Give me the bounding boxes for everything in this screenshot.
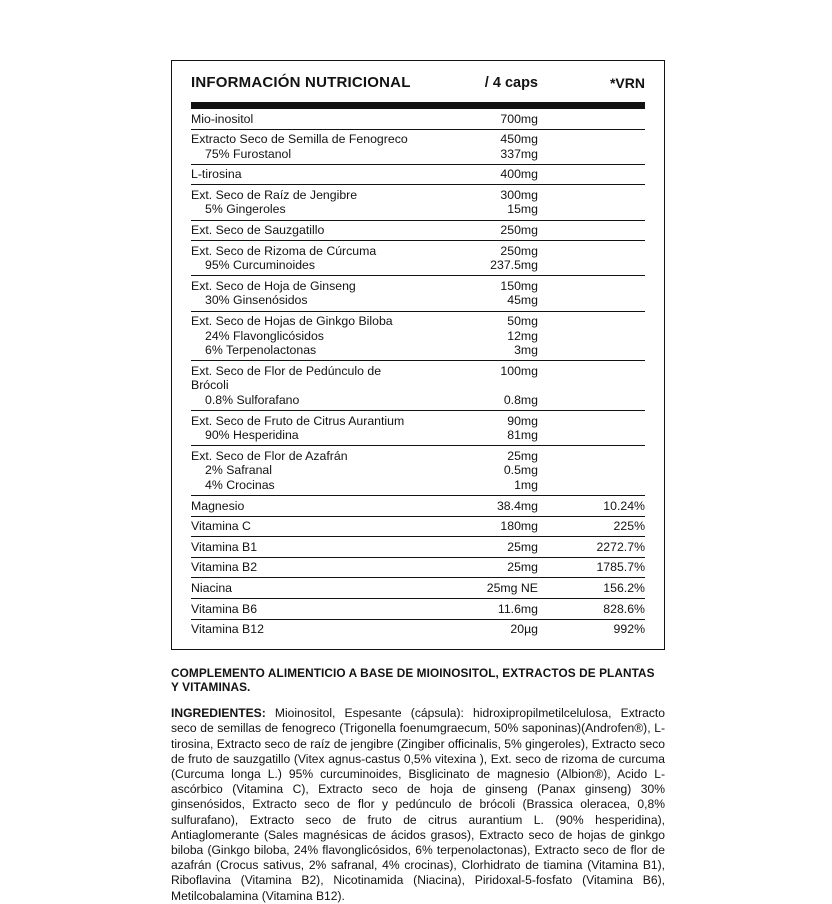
ingredient-name: 30% Ginsenósidos	[205, 293, 308, 308]
ingredient-line	[191, 622, 645, 637]
table-row	[191, 558, 645, 579]
ingredient-line	[191, 223, 645, 238]
ingredient-amount: 15mg	[507, 202, 538, 217]
ingredient-vrn	[538, 329, 645, 344]
ingredient-amount: 450mg	[500, 132, 538, 147]
ingredients-paragraph	[171, 706, 665, 904]
ingredient-name: Mio-inositol	[191, 111, 254, 126]
ingredient-amount: 3mg	[514, 343, 538, 358]
table-row	[191, 599, 645, 620]
ingredient-vrn	[538, 112, 645, 127]
ingredient-amount: 25mg	[507, 539, 538, 554]
table-header	[191, 61, 645, 102]
table-row	[191, 130, 645, 165]
vrn-header: *VRN	[609, 75, 645, 91]
ingredient-vrn	[538, 223, 645, 238]
ingredient-name: Ext. Seco de Raíz de Jengibre	[191, 187, 358, 202]
ingredients-text: Mioinositol, Espesante (cápsula): hidroxipropilmetilcelulosa, Extracto seco de semillas de fenogreco (Trigonella foenumgraecum, 50% saponinas)(Androfen®), L-tirosina, Extracto seco de raíz de jengibre (Zingiber officinalis, 5% gingeroles), Extracto seco de fruto de sauzgatillo (Vitex agnus-castus 0,5% vitexina ), Ext. seco de rizoma de curcuma (Curcuma longa L.) 95% curcuminoides, Bisglicinato de magnesio (Albion®), Acido L-ascórbico (Vitamina C), Extracto seco de hoja de ginseng (Panax ginseng) 30% ginsenósidos, Extracto seco de flor y pedúnculo de brócoli (Brassica oleracea, 0,8% sulfurafano), Extracto seco de fruto de citrus aurantium L. (90% hesperidina), Antiaglomerante (Sales magnésicas de ácidos grasos), Extracto seco de hojas de ginkgo biloba (Ginkgo biloba, 24% flavonglicósidos, 6% terpenolactonas), Extracto seco de flor de azafrán (Crocus sativus, 2% safranal, 4% crocinas), Clorhidrato de tiamina (Vitamina B1), Riboflavina (Vitamina B2), Nicotinamida (Niacina), Piridoxal-5-fosfato (Vitamina B6), Metilcobalamina (Vitamina B12).	[171, 706, 665, 903]
ingredient-amount: 250mg	[500, 223, 538, 238]
ingredient-vrn: 1785.7%	[596, 560, 645, 575]
nutrition-facts-table	[171, 60, 665, 650]
table-row	[191, 241, 645, 276]
ingredient-name: Niacina	[191, 580, 233, 595]
ingredient-amount: 45mg	[507, 293, 538, 308]
ingredient-line	[191, 581, 645, 596]
ingredient-line	[191, 519, 645, 534]
ingredient-vrn	[538, 364, 645, 393]
ingredient-vrn: 225%	[613, 519, 645, 534]
ingredient-amount: 150mg	[500, 278, 538, 293]
ingredient-vrn	[538, 428, 645, 443]
ingredient-amount: 38.4mg	[496, 498, 538, 513]
ingredient-line	[191, 540, 645, 555]
ingredient-amount: 25mg NE	[486, 580, 538, 595]
ingredient-amount: 12mg	[507, 328, 538, 343]
ingredient-vrn	[538, 293, 645, 308]
ingredient-vrn	[538, 147, 645, 162]
table-row	[191, 109, 645, 130]
ingredient-name: Vitamina B6	[191, 601, 258, 616]
table-row	[191, 620, 645, 640]
ingredient-vrn	[538, 449, 645, 464]
ingredient-amount: 20µg	[510, 622, 538, 637]
nutrition-rows	[191, 109, 645, 639]
sub-ingredient-line	[191, 343, 645, 358]
table-row	[191, 361, 645, 411]
table-row	[191, 221, 645, 242]
ingredient-line	[191, 560, 645, 575]
ingredients-label: INGREDIENTES:	[171, 706, 266, 721]
ingredient-vrn: 10.24%	[603, 498, 645, 513]
supplement-label	[171, 60, 665, 904]
sub-ingredient-line	[191, 463, 645, 478]
ingredient-vrn	[538, 314, 645, 329]
ingredient-line	[191, 132, 645, 147]
ingredient-vrn	[538, 279, 645, 294]
ingredient-amount: 50mg	[507, 314, 538, 329]
ingredient-line	[191, 279, 645, 294]
ingredient-vrn: 828.6%	[603, 601, 645, 616]
ingredient-name: Vitamina B12	[191, 622, 264, 637]
ingredient-line	[191, 244, 645, 259]
ingredient-vrn	[538, 478, 645, 493]
ingredient-vrn	[538, 188, 645, 203]
table-row	[191, 185, 645, 220]
table-title: INFORMACIÓN NUTRICIONAL	[191, 74, 411, 91]
ingredient-amount: 237.5mg	[490, 258, 538, 273]
ingredient-line	[191, 449, 645, 464]
ingredient-vrn	[538, 244, 645, 259]
ingredient-amount: 0.5mg	[503, 463, 538, 478]
ingredient-amount: 700mg	[500, 111, 538, 126]
ingredient-name: 2% Safranal	[205, 463, 272, 478]
ingredient-name: 90% Hesperidina	[205, 428, 299, 443]
table-row	[191, 517, 645, 538]
ingredient-amount: 25mg	[507, 448, 538, 463]
ingredient-amount: 25mg	[507, 560, 538, 575]
ingredient-vrn	[538, 393, 645, 408]
sub-ingredient-line	[191, 428, 645, 443]
ingredient-name: Ext. Seco de Sauzgatillo	[191, 223, 325, 238]
ingredient-name: Vitamina B2	[191, 560, 258, 575]
ingredient-amount: 300mg	[500, 187, 538, 202]
ingredient-amount: 11.6mg	[497, 601, 538, 616]
ingredient-vrn	[538, 463, 645, 478]
ingredient-name: 0.8% Sulforafano	[205, 393, 300, 407]
ingredient-name: Extracto Seco de Semilla de Fenogreco	[191, 132, 408, 147]
ingredient-name: 5% Gingeroles	[205, 202, 286, 217]
ingredient-vrn: 156.2%	[603, 580, 645, 595]
table-row	[191, 165, 645, 186]
ingredient-line	[191, 112, 645, 127]
ingredient-line	[191, 167, 645, 182]
ingredient-vrn	[538, 414, 645, 429]
sub-ingredient-line	[191, 202, 645, 217]
ingredient-line	[191, 188, 645, 203]
ingredient-line	[191, 602, 645, 617]
ingredient-name: Magnesio	[191, 498, 245, 513]
ingredient-name: Ext. Seco de Hoja de Ginseng	[191, 278, 356, 293]
table-row	[191, 276, 645, 311]
ingredient-vrn	[538, 167, 645, 182]
table-row	[191, 446, 645, 496]
sub-ingredient-line	[191, 258, 645, 273]
ingredient-amount: 81mg	[507, 428, 538, 443]
ingredient-name: L-tirosina	[191, 167, 242, 182]
table-row	[191, 537, 645, 558]
table-row	[191, 411, 645, 446]
ingredient-vrn: 992%	[613, 622, 645, 637]
ingredient-amount: 400mg	[500, 167, 538, 182]
ingredient-vrn: 2272.7%	[596, 539, 645, 554]
ingredient-name: 75% Furostanol	[205, 146, 292, 161]
ingredient-vrn	[538, 132, 645, 147]
ingredient-vrn	[538, 343, 645, 358]
sub-ingredient-line	[191, 147, 645, 162]
ingredient-name: Vitamina C	[191, 519, 251, 534]
ingredient-name: 6% Terpenolactonas	[205, 343, 317, 358]
ingredient-amount: 1mg	[514, 477, 538, 492]
ingredient-amount: 337mg	[500, 146, 538, 161]
ingredient-amount: 0.8mg	[503, 393, 538, 407]
ingredient-name: 24% Flavonglicósidos	[205, 328, 324, 343]
sub-ingredient-line	[191, 293, 645, 308]
ingredient-line	[191, 314, 645, 329]
sub-ingredient-line	[191, 478, 645, 493]
ingredient-vrn	[538, 202, 645, 217]
table-row	[191, 578, 645, 599]
ingredient-name: Ext. Seco de Rizoma de Cúrcuma	[191, 243, 377, 258]
ingredient-amount: 250mg	[500, 243, 538, 258]
ingredient-name: 95% Curcuminoides	[205, 258, 316, 273]
ingredient-name: Ext. Seco de Fruto de Citrus Aurantium	[191, 413, 405, 428]
ingredient-line	[191, 364, 645, 393]
sub-ingredient-line	[191, 393, 645, 408]
ingredient-vrn	[538, 258, 645, 273]
ingredient-amount: 100mg	[500, 363, 538, 378]
header-divider	[191, 102, 645, 109]
ingredient-name: Ext. Seco de Flor de Azafrán	[191, 448, 348, 463]
ingredient-line	[191, 499, 645, 514]
sub-ingredient-line	[191, 329, 645, 344]
ingredient-amount: 180mg	[500, 519, 538, 534]
ingredient-amount: 90mg	[507, 413, 538, 428]
ingredient-name: Ext. Seco de Hojas de Ginkgo Biloba	[191, 314, 393, 329]
table-row	[191, 496, 645, 517]
serving-size: / 4 caps	[484, 75, 538, 91]
product-claim: COMPLEMENTO ALIMENTICIO A BASE DE MIOINOSITOL, EXTRACTOS DE PLANTAS Y VITAMINAS.	[171, 666, 655, 695]
ingredient-name: Ext. Seco de Flor de Pedúnculo de Brócoli	[191, 363, 382, 393]
ingredient-name: 4% Crocinas	[205, 477, 275, 492]
label-footer	[171, 666, 665, 904]
table-row	[191, 312, 645, 362]
ingredient-name: Vitamina B1	[191, 539, 258, 554]
ingredient-line	[191, 414, 645, 429]
